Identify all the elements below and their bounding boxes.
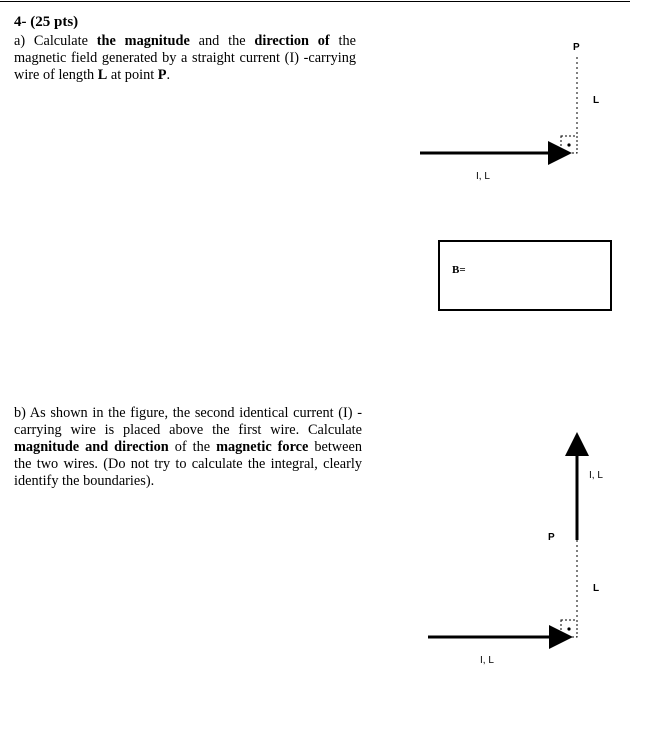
- answer-box-label: B=: [452, 264, 466, 276]
- figure-a-out-of-page-dot: [567, 143, 570, 146]
- figure-b-length-label: L: [593, 583, 600, 594]
- figure-b: [428, 438, 603, 666]
- answer-box[interactable]: [438, 240, 612, 311]
- question-heading: 4- (25 pts): [14, 14, 79, 30]
- part-a-text: a) Calculate the magnitude and the direction of the magnetic field generated by a straight current (I) -carrying wire of length L at point P.: [14, 33, 356, 83]
- figure-a-length-label: L: [593, 95, 600, 106]
- figure-a-point-p-label: P: [573, 42, 580, 53]
- figure-b-lower-wire-label: I, L: [480, 655, 494, 666]
- figure-b-point-p-label: P: [548, 532, 555, 543]
- part-b-text: b) As shown in the figure, the second identical current (I) - carrying wire is placed above the first wire. Calculate magnitude and direction of the magnetic force between the two wires. (Do not try to calculate the integral, clearly identify the boundaries).: [14, 405, 362, 489]
- figure-b-out-of-page-dot: [567, 627, 570, 630]
- figure-a: [420, 42, 599, 182]
- figure-b-upper-wire-label: I, L: [589, 470, 603, 481]
- figure-a-wire-label: I, L: [476, 171, 490, 182]
